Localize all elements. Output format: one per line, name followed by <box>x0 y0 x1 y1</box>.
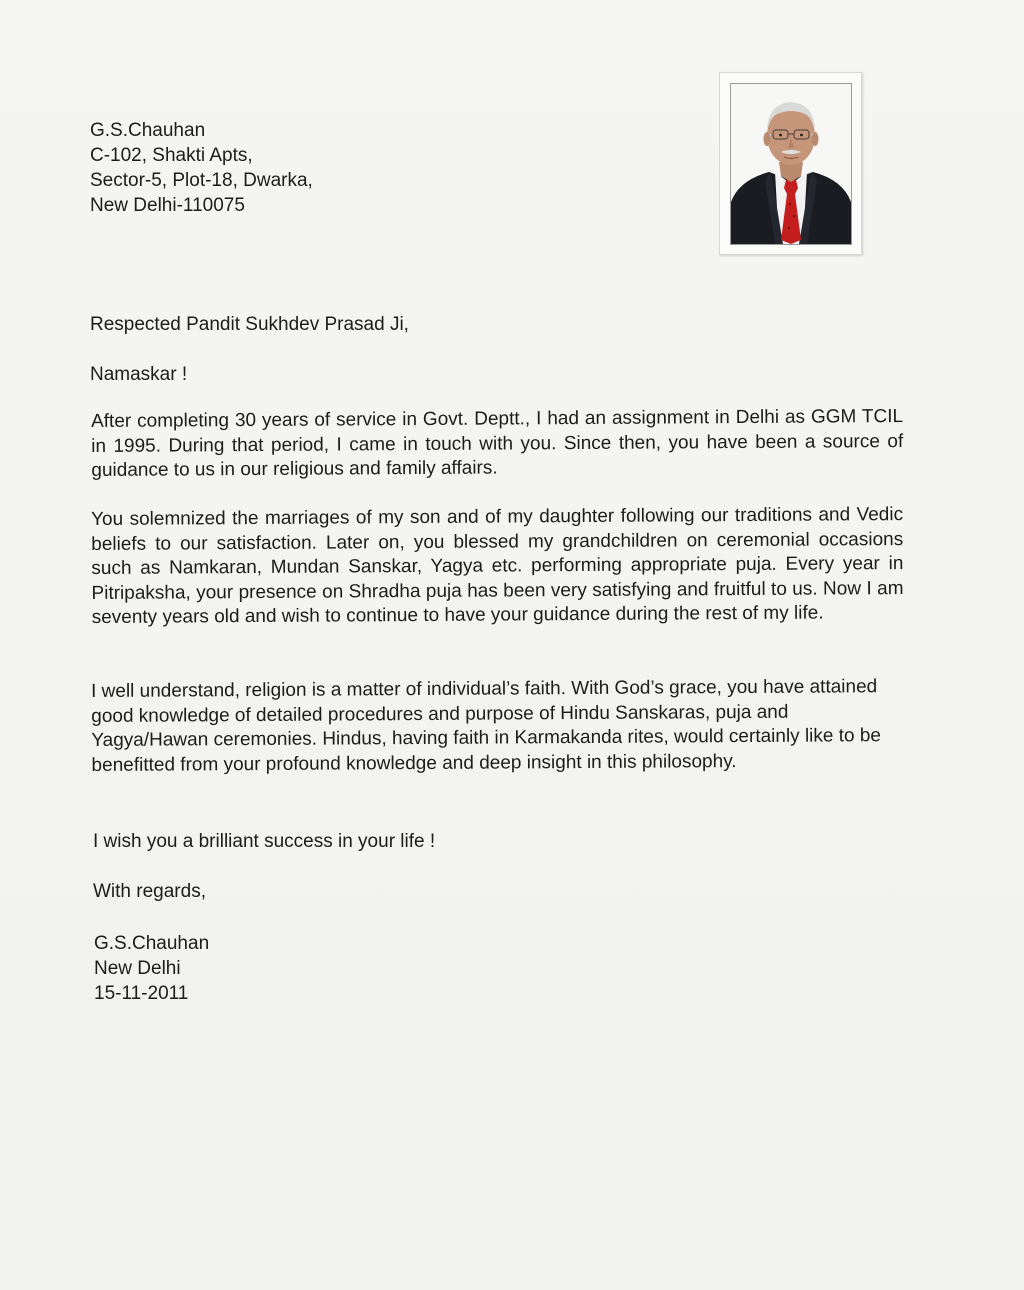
signoff-block <box>94 931 209 1006</box>
regards-line: With regards, <box>93 881 206 902</box>
signoff-name: G.S.Chauhan <box>94 933 210 954</box>
sender-address-line-2: Sector-5, Plot-18, Dwarka, <box>90 170 313 191</box>
portrait-image <box>731 84 851 244</box>
paragraph-1: After completing 30 years of service in Govt. Deptt., I had an assignment in Delhi as GGM TCIL in 1995. During that period, I came in touch with you. Since then, you have been a source of guidance to us in our religious and family affairs. <box>91 406 904 482</box>
signoff-place: New Delhi <box>94 958 181 979</box>
sender-address-line-1: C-102, Shakti Apts, <box>90 145 253 166</box>
sender-address-block <box>90 118 313 218</box>
photo-frame <box>719 72 862 255</box>
signoff-date: 15-11-2011 <box>94 983 189 1004</box>
sender-name: G.S.Chauhan <box>90 120 206 141</box>
greeting: Namaskar ! <box>90 364 188 385</box>
salutation: Respected Pandit Sukhdev Prasad Ji, <box>90 314 409 335</box>
paragraph-3: I well understand, religion is a matter of individual’s faith. With God’s grace, you have attained good knowledge of detailed procedures and purpose of Hindu Sanskaras, puja and Yagya/Hawan ceremonies. Hindus, having faith in Karmakanda rites, would certainly like to be benefitted from your profound knowledge and deep insight in this philosophy. <box>91 676 882 776</box>
sender-address-line-3: New Delhi-110075 <box>90 195 245 216</box>
paragraph-2: You solemnized the marriages of my son and of my daughter following our traditions and Vedic beliefs to our satisfaction. Later on, you blessed my grandchildren on ceremonial occasions such as Namkaran, Mundan Sanskar, Yagya etc. performing appropriate puja. Every year in Pitripaksha, your presence on Shradha puja has been very satisfying and fruitful to us. Now I am seventy years old and wish to continue to have your guidance during the rest of my life. <box>91 504 904 629</box>
closing-wish: I wish you a brilliant success in your life ! <box>93 831 436 852</box>
passport-photo <box>730 83 852 245</box>
